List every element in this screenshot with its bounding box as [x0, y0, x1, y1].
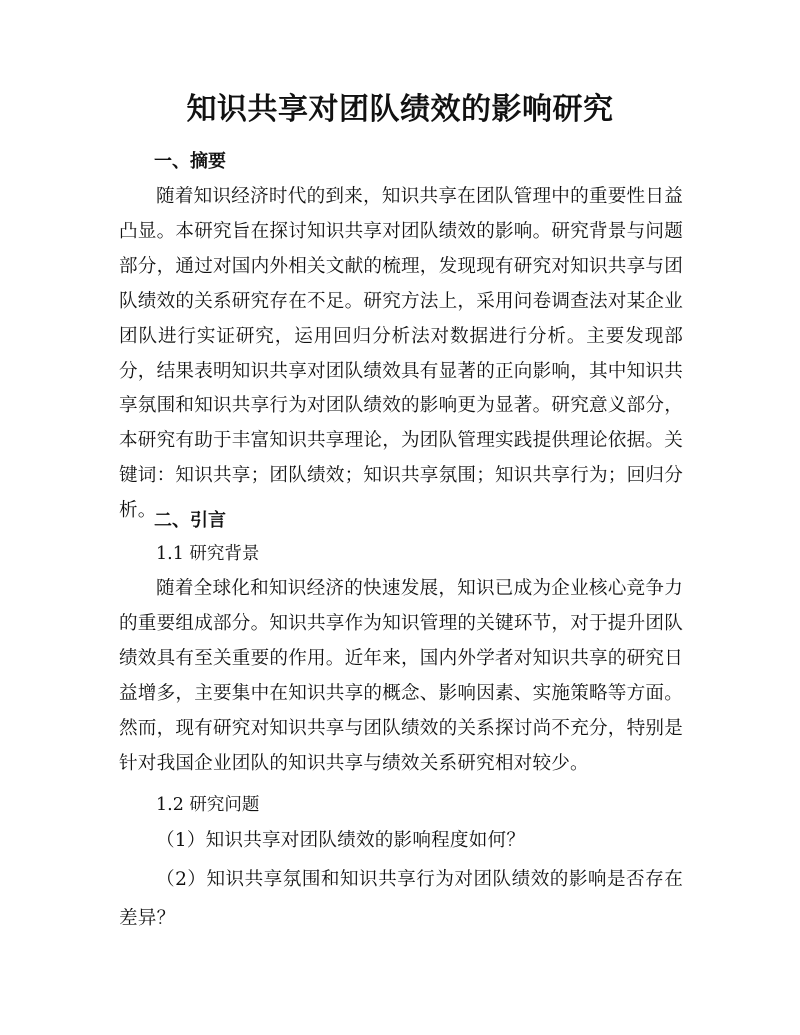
- research-question-2: （2）知识共享氛围和知识共享行为对团队绩效的影响是否存在差异？: [119, 869, 683, 929]
- subsection-heading-questions: 1.2 研究问题: [156, 795, 260, 815]
- abstract-paragraph: 随着知识经济时代的到来，知识共享在团队管理中的重要性日益凸显。本研究旨在探讨知识共享对团队绩效的影响。研究背景与问题部分，通过对国内外相关文献的梳理，发现现有研究对知识共享与团队绩效的关系研究存在不足。研究方法上，采用问卷调查法对某企业团队进行实证研究，运用回归分析法对数据进行分析。主要发现部分，结果表明知识共享对团队绩效具有显著的正向影响，其中知识共享氛围和知识共享行为对团队绩效的影响更为显著。研究意义部分，本研究有助于丰富知识共享理论，为团队管理实践提供理论依据。关键词：知识共享；团队绩效；知识共享氛围；知识共享行为；回归分析。: [119, 186, 683, 522]
- document-title: 知识共享对团队绩效的影响研究: [186, 92, 614, 127]
- section-heading-introduction: 二、引言: [154, 510, 226, 531]
- research-question-1: （1）知识共享对团队绩效的影响程度如何？: [156, 830, 526, 851]
- subsection-heading-background: 1.1 研究背景: [156, 544, 260, 564]
- background-paragraph: 随着全球化和知识经济的快速发展，知识已成为企业核心竞争力的重要组成部分。知识共享作为知识管理的关键环节，对于提升团队绩效具有至关重要的作用。近年来，国内外学者对知识共享的研究日益增多，主要集中在知识共享的概念、影响因素、实施策略等方面。然而，现有研究对知识共享与团队绩效的关系探讨尚不充分，特别是针对我国企业团队的知识共享与绩效关系研究相对较少。: [119, 578, 683, 774]
- section-heading-abstract: 一、摘要: [154, 151, 226, 172]
